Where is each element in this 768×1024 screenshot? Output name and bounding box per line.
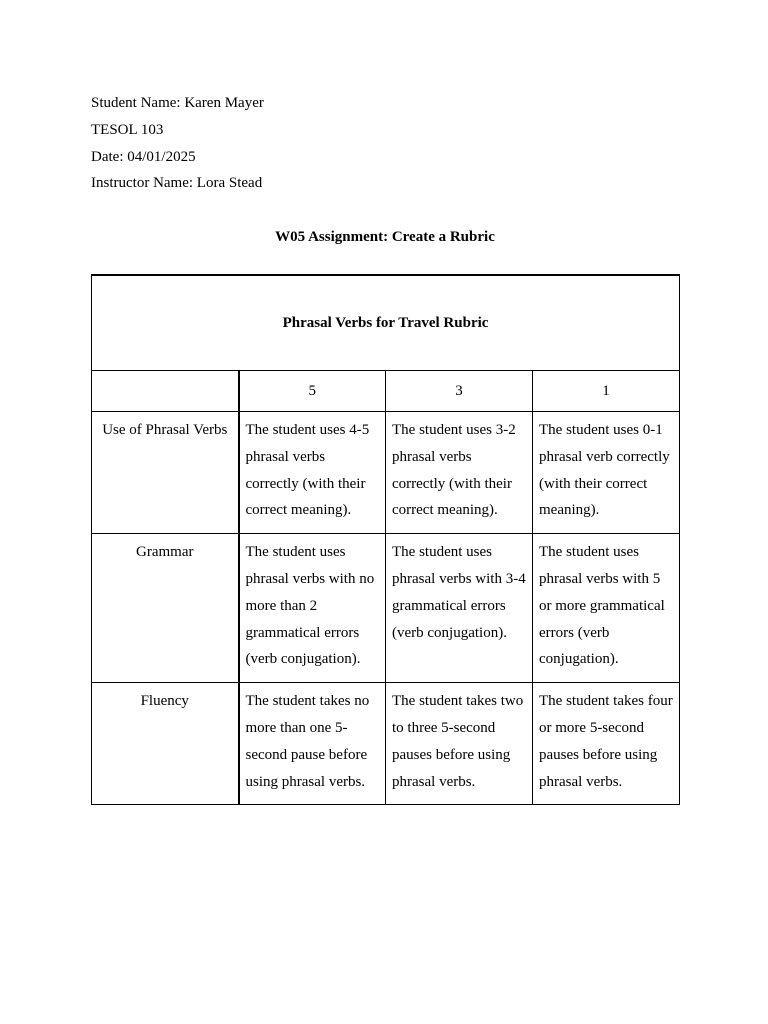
rubric-cell: The student uses 0-1 phrasal verb correctly (with their correct meaning). bbox=[533, 412, 680, 534]
score-header: 5 bbox=[239, 371, 386, 412]
student-name: Student Name: Karen Mayer bbox=[91, 95, 264, 111]
score-header-row bbox=[92, 371, 680, 412]
student-info-header bbox=[91, 92, 679, 199]
assignment-date: Date: 04/01/2025 bbox=[91, 148, 196, 165]
score-header: 3 bbox=[386, 371, 533, 412]
rubric-title: Phrasal Verbs for Travel Rubric bbox=[92, 275, 680, 371]
table-row bbox=[92, 534, 680, 683]
empty-header-cell bbox=[92, 371, 239, 412]
criterion-label: Fluency bbox=[92, 683, 239, 805]
rubric-table bbox=[91, 274, 680, 805]
rubric-cell: The student uses 3-2 phrasal verbs correctly (with their correct meaning). bbox=[386, 412, 533, 534]
criterion-label: Use of Phrasal Verbs bbox=[92, 412, 239, 534]
rubric-cell: The student uses 4-5 phrasal verbs correctly (with their correct meaning). bbox=[239, 412, 386, 534]
rubric-cell: The student uses phrasal verbs with 5 or more grammatical errors (verb conjugation). bbox=[533, 534, 680, 683]
criterion-label: Grammar bbox=[92, 534, 239, 683]
assignment-title: W05 Assignment: Create a Rubric bbox=[275, 229, 495, 245]
rubric-cell: The student takes two to three 5-second pauses before using phrasal verbs. bbox=[386, 683, 533, 805]
table-row bbox=[92, 412, 680, 534]
rubric-title-row bbox=[92, 275, 680, 371]
rubric-cell: The student takes no more than one 5-second pause before using phrasal verbs. bbox=[239, 683, 386, 805]
course-name: TESOL 103 bbox=[91, 121, 164, 138]
instructor-name: Instructor Name: Lora Stead bbox=[91, 175, 263, 192]
rubric-cell: The student uses phrasal verbs with no more than 2 grammatical errors (verb conjugation). bbox=[239, 534, 386, 683]
table-row bbox=[92, 683, 680, 805]
rubric-cell: The student uses phrasal verbs with 3-4 grammatical errors (verb conjugation). bbox=[386, 534, 533, 683]
rubric-cell: The student takes four or more 5-second pauses before using phrasal verbs. bbox=[533, 683, 680, 805]
score-header: 1 bbox=[533, 371, 680, 412]
